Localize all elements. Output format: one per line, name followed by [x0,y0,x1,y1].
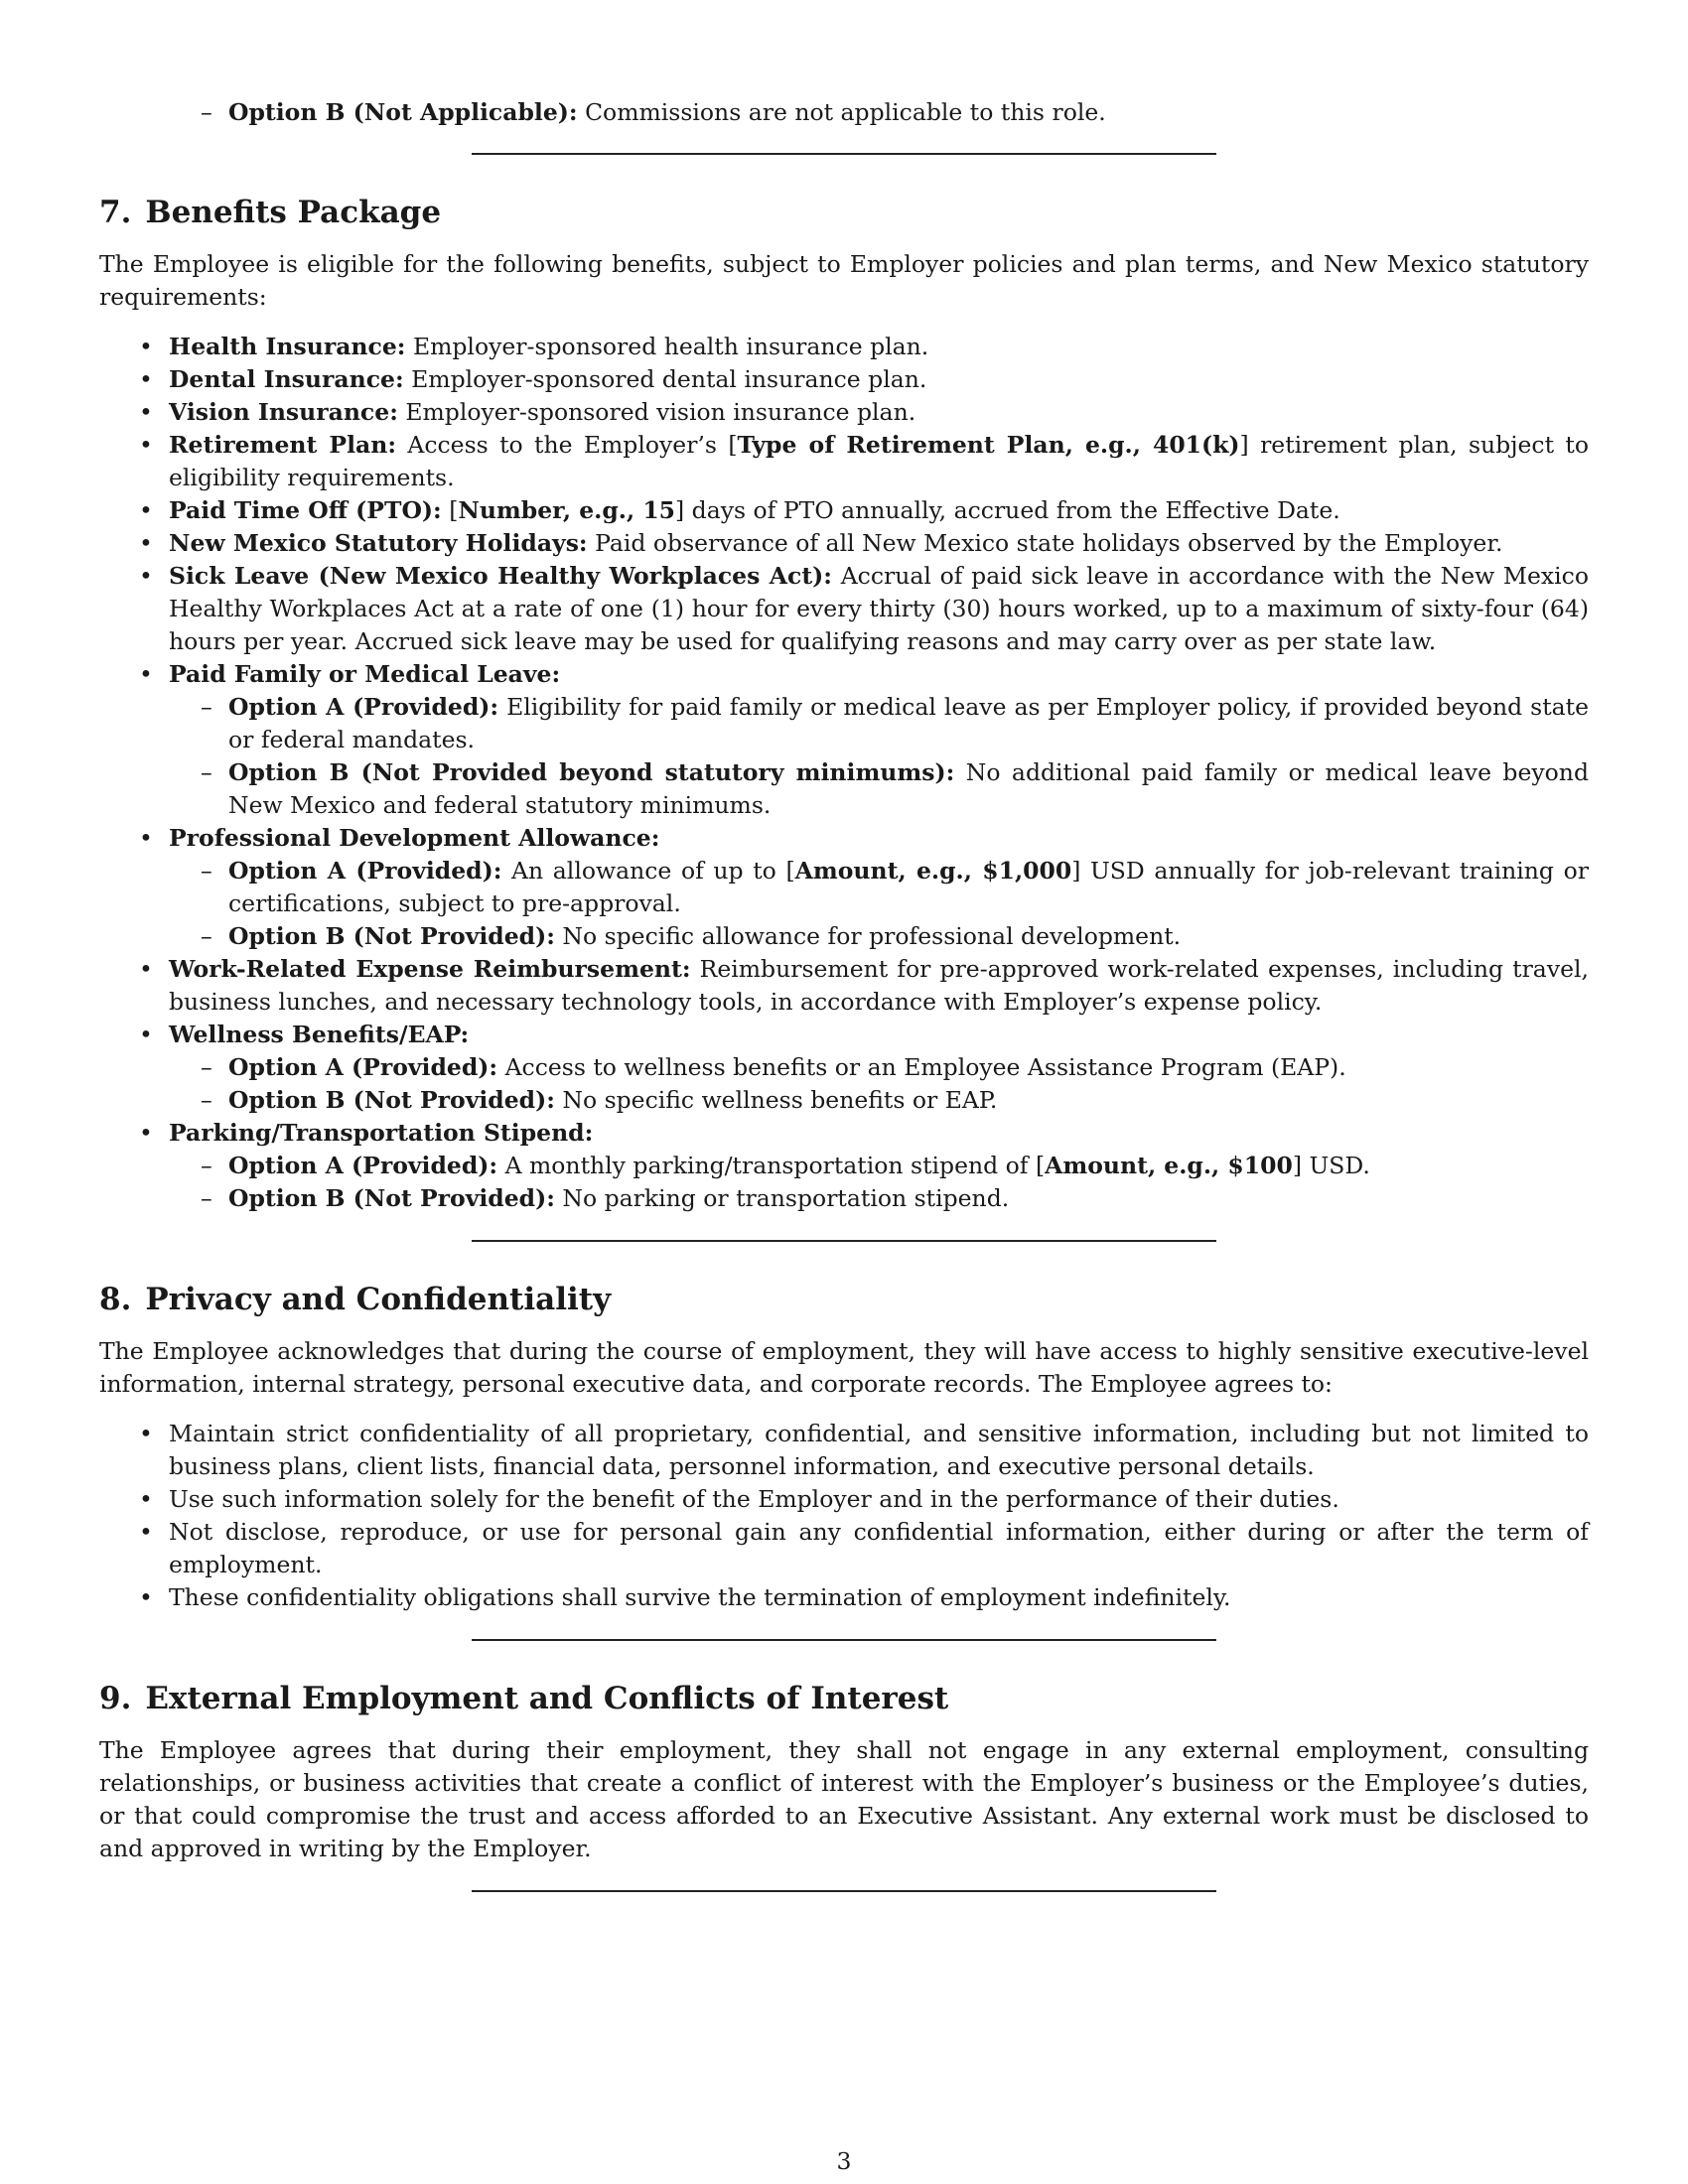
section-8-heading: 8. Privacy and Confidentiality [99,1282,612,1317]
section-divider [472,153,1216,155]
prodev-option-b: – Option B (Not Provided): No specific allowance for professional development. [169,920,1589,953]
option-b-commissions: – Option B (Not Applicable): Commissions are not applicable to this role. [169,96,1589,129]
list-item: • These confidentiality obligations shall survive the termination of employment indefinitely. [99,1581,1589,1614]
family-option-b: – Option B (Not Provided beyond statutory minimums): No additional paid family or medical leave beyond New Mexico and federal statutory minimums. [169,756,1589,822]
section-divider [472,1890,1216,1892]
section-7-intro: The Employee is eligible for the following benefits, subject to Employer policies and plan terms, and New Mexico statutory requirements: [99,250,1589,311]
wellness-option-b: – Option B (Not Provided): No specific wellness benefits or EAP. [169,1084,1589,1117]
benefit-sick-leave: • Sick Leave (New Mexico Healthy Workplaces Act): Accrual of paid sick leave in accordance with the New Mexico Healthy Workplaces Act at a rate of one (1) hour for every thirty (30) hours worked, up to a maximum of sixty-four (64) hours per year. Accrued sick leave may be used for qualifying reasons and may carry over as per state law. [99,560,1589,658]
benefit-professional-development: • Professional Development Allowance: – Option A (Provided): An allowance of up to [Amount, e.g., $1,000] USD annually for job-relevant training or certifications, subject to pre-approval. – Option B (Not Provided): No specific allowance for professional development. [99,822,1589,953]
document-page [99,94,1589,1892]
parking-option-a: – Option A (Provided): A monthly parking/transportation stipend of [Amount, e.g., $100] USD. [169,1150,1589,1182]
section-divider [472,1639,1216,1641]
benefit-dental: • Dental Insurance: Employer-sponsored dental insurance plan. [99,363,1589,396]
page-number: 3 [836,2147,852,2175]
benefit-family-leave: • Paid Family or Medical Leave: – Option A (Provided): Eligibility for paid family or medical leave as per Employer policy, if provided beyond state or federal mandates. – Option B (Not Provided beyond statutory minimums): No additional paid family or medical leave beyond New Mexico and federal statutory minimums. [99,658,1589,822]
commission-options [169,96,1589,129]
section-9-heading: 9. External Employment and Conflicts of Interest [99,1681,949,1716]
benefits-list [99,331,1589,1215]
wellness-option-a: – Option A (Provided): Access to wellness benefits or an Employee Assistance Program (EAP). [169,1051,1589,1084]
family-option-a: – Option A (Provided): Eligibility for paid family or medical leave as per Employer policy, if provided beyond state or federal mandates. [169,691,1589,756]
benefit-health: • Health Insurance: Employer-sponsored health insurance plan. [99,331,1589,363]
list-item: • Maintain strict confidentiality of all proprietary, confidential, and sensitive information, including but not limited to business plans, client lists, financial data, personnel information, and executive personal details. [99,1418,1589,1483]
benefit-parking: • Parking/Transportation Stipend: – Option A (Provided): A monthly parking/transportation stipend of [Amount, e.g., $100] USD. – Option B (Not Provided): No parking or transportation stipend. [99,1117,1589,1215]
section-7-heading: 7. Benefits Package [99,195,442,230]
benefit-vision: • Vision Insurance: Employer-sponsored vision insurance plan. [99,396,1589,429]
confidentiality-list [99,1418,1589,1614]
section-divider [472,1240,1216,1242]
list-item: • Use such information solely for the benefit of the Employer and in the performance of their duties. [99,1483,1589,1516]
benefit-expense-reimbursement: • Work-Related Expense Reimbursement: Reimbursement for pre-approved work-related expenses, including travel, business lunches, and necessary technology tools, in accordance with Employer’s expense policy. [99,953,1589,1019]
list-item: • Not disclose, reproduce, or use for personal gain any confidential information, either during or after the term of employment. [99,1516,1589,1581]
benefit-pto: • Paid Time Off (PTO): [Number, e.g., 15] days of PTO annually, accrued from the Effective Date. [99,494,1589,527]
benefit-wellness: • Wellness Benefits/EAP: – Option A (Provided): Access to wellness benefits or an Employee Assistance Program (EAP). – Option B (Not Provided): No specific wellness benefits or EAP. [99,1019,1589,1117]
benefit-retirement: • Retirement Plan: Access to the Employer’s [Type of Retirement Plan, e.g., 401(k)] retirement plan, subject to eligibility requirements. [99,429,1589,494]
benefit-holidays: • New Mexico Statutory Holidays: Paid observance of all New Mexico state holidays observed by the Employer. [99,527,1589,560]
prodev-option-a: – Option A (Provided): An allowance of up to [Amount, e.g., $1,000] USD annually for job-relevant training or certifications, subject to pre-approval. [169,855,1589,920]
parking-option-b: – Option B (Not Provided): No parking or transportation stipend. [169,1182,1589,1215]
section-9-body: The Employee agrees that during their employment, they shall not engage in any external employment, consulting relationships, or business activities that create a conflict of interest with the Employer’s business or the Employee’s duties, or that could compromise the trust and access afforded to an Executive Assistant. Any external work must be disclosed to and approved in writing by the Employer. [99,1736,1589,1862]
section-8-intro: The Employee acknowledges that during the course of employment, they will have access to highly sensitive executive-level information, internal strategy, personal executive data, and corporate records. The Employee agrees to: [99,1337,1589,1398]
